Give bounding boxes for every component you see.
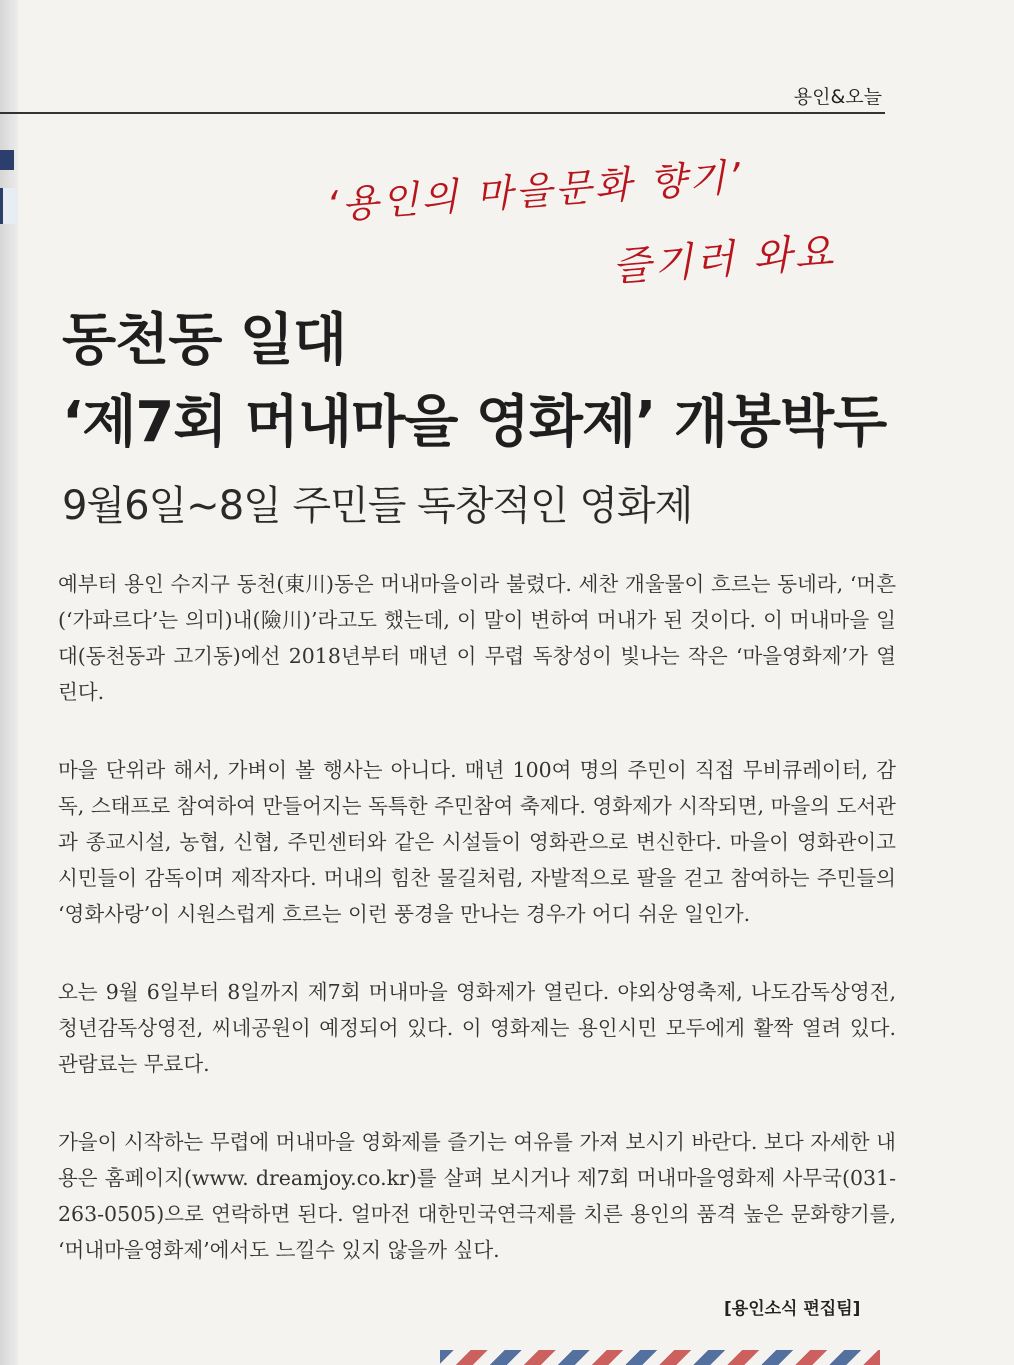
paragraph-2: 마을 단위라 해서, 가벼이 볼 행사는 아니다. 매년 100여 명의 주민이 직접 무비큐레이터, 감독, 스태프로 참여하여 만들어지는 독특한 주민참여 축제다. 영화제가 시작되면, 마을의 도서관과 종교시설, 농협, 신협, 주민센터와 같은 시설들이 영화관으로 변신한다. 마을이 영화관이고 시민들이 감독이며 제작자다. 머내의 힘찬 물길처럼, 자발적으로 팔을 걷고 참여하는 주민들의 ‘영화사랑’이 시원스럽게 흐르는 이런 풍경을 만나는 경우가 어디 쉬운 일인가.	[58, 758, 896, 926]
paragraph-4: 가을이 시작하는 무렵에 머내마을 영화제를 즐기는 여유를 가져 보시기 바란다. 보다 자세한 내용은 홈페이지(www. dreamjoy.co.kr)를 살펴 보시거나 제7회 머내마을영화제 사무국(031-263-0505)으로 연락하면 된다. 얼마전 대한민국연극제를 치른 용인의 품격 높은 문화향기를, ‘머내마을영화제’에서도 느낄수 있지 않을까 싶다.	[58, 1130, 896, 1262]
section-tag: 용인&오늘	[793, 86, 882, 108]
article-body	[58, 566, 896, 1310]
decorative-stripe	[440, 1350, 880, 1365]
byline: [용인소식 편집팀]	[724, 1299, 861, 1319]
paragraph-3: 오는 9월 6일부터 8일까지 제7회 머내마을 영화제가 열린다. 야외상영축제, 나도감독상영전, 청년감독상영전, 씨네공원이 예정되어 있다. 이 영화제는 용인시민 모두에게 활짝 열려 있다. 관람료는 무료다.	[58, 980, 896, 1076]
headline	[62, 300, 886, 464]
headline-line1: 동천동 일대	[62, 308, 346, 373]
headline-line2: ‘제7회 머내마을 영화제’ 개봉박두	[62, 390, 887, 455]
handwritten-note-line1: ‘용인의 마을문화 향기’	[325, 154, 745, 228]
paragraph-1: 예부터 용인 수지구 동천(東川)동은 머내마을이라 불렸다. 세찬 개울물이 흐르는 동네라, ‘머흔(‘가파르다’는 의미)내(險川)’라고도 했는데, 이 말이 변하여 머내가 된 것이다. 이 머내마을 일대(동천동과 고기동)에선 2018년부터 매년 이 무렵 독창성이 빛나는 작은 ‘마을영화제’가 열린다.	[58, 572, 896, 704]
subtitle: 9월6일~8일 주민들 독창적인 영화제	[62, 483, 693, 529]
edge-mark	[0, 150, 14, 170]
edge-mark	[0, 188, 17, 224]
page-edge	[0, 0, 18, 1365]
header-rule	[0, 112, 885, 114]
handwritten-note-line2: 즐기러 와요	[610, 229, 838, 291]
